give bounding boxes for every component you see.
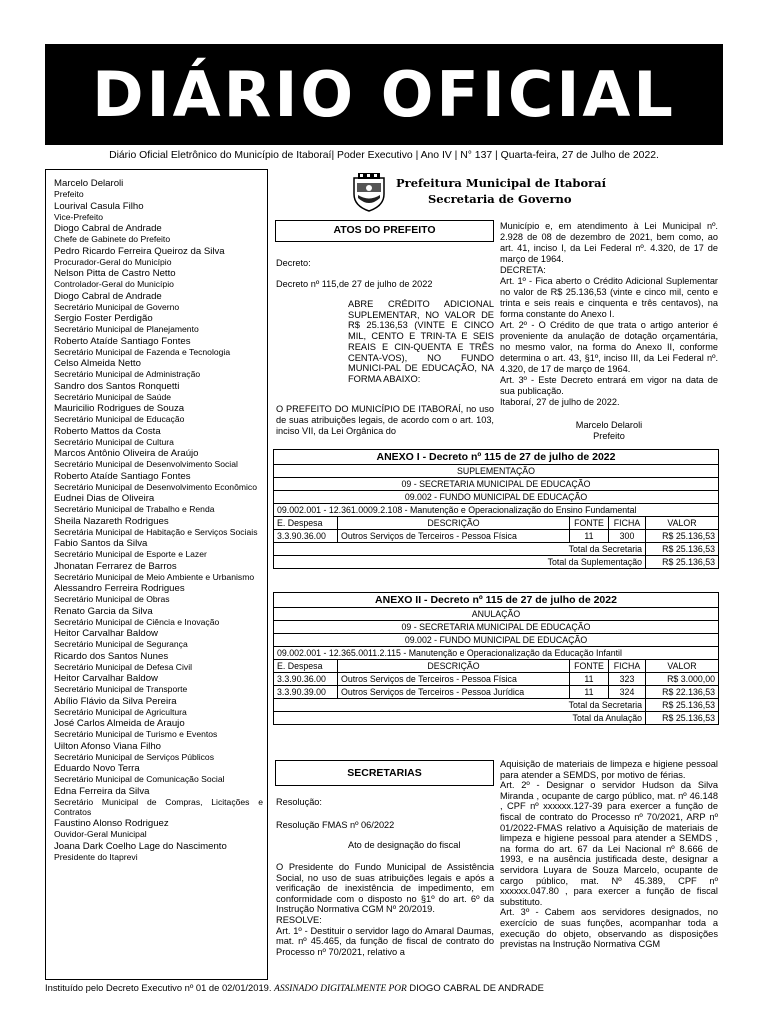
cell: 323: [609, 673, 646, 686]
annex-2-title: ANEXO II - Decreto nº 115 de 27 de julho de 2022: [274, 593, 719, 608]
total-label: Total da Suplementação: [274, 556, 646, 569]
col-header: E. Despesa: [274, 517, 338, 530]
annex-2-secretaria: 09 - SECRETARIA MUNICIPAL DE EDUCAÇÃO: [274, 621, 719, 634]
footer: [45, 982, 544, 994]
official-name: Marcos Antônio Oliveira de Araújo: [54, 448, 199, 459]
official-name: Renato Garcia da Silva: [54, 605, 153, 617]
official-entry: [54, 561, 263, 582]
official-name: Mauricilio Rodrigues de Souza: [54, 403, 185, 414]
cell: Outros Serviços de Terceiros - Pessoa Jurídica: [338, 686, 570, 699]
official-entry: [54, 516, 263, 537]
official-role: Secretário Municipal de Defesa Civil: [54, 661, 193, 672]
annex-1-title: ANEXO I - Decreto nº 115 de 27 de julho de 2022: [274, 450, 719, 465]
official-entry: [54, 471, 263, 492]
official-role: Secretário Municipal de Administração: [54, 369, 201, 379]
official-role: Procurador-Geral do Município: [54, 256, 172, 267]
table-row: [274, 686, 719, 699]
annex-2-table: [273, 592, 719, 725]
official-name: Edna Ferreira da Silva: [54, 785, 150, 797]
official-role: Secretário Municipal de Desenvolvimento Econômico: [54, 481, 258, 492]
annex-1-secretaria: 09 - SECRETARIA MUNICIPAL DE EDUCAÇÃO: [274, 478, 719, 491]
footer-signed: ASSINADO DIGITALMENTE POR: [274, 984, 407, 994]
official-name: Marcelo Delaroli: [54, 178, 124, 189]
decreto-para: Art. 3º - Este Decreto entrará em vigor na data de sua publicação.: [500, 375, 718, 396]
cell: 324: [609, 686, 646, 699]
official-entry: [54, 763, 263, 784]
official-name: Lourival Casula Filho: [54, 200, 144, 212]
official-role: Secretário Municipal de Trabalho e Renda: [54, 504, 215, 514]
secretaria-title: Secretaria de Governo: [428, 192, 572, 206]
official-name: Fabio Santos da Silva: [54, 538, 148, 549]
official-name: Pedro Ricardo Ferreira Queiroz da Silva: [54, 245, 225, 257]
col-header: FICHA: [609, 660, 646, 673]
official-entry: [54, 651, 263, 672]
official-entry: [54, 741, 263, 762]
official-name: Heitor Carvalhar Baldow: [54, 628, 158, 639]
official-name: Eduardo Novo Terra: [54, 763, 140, 774]
decreto-articles: [500, 221, 718, 408]
official-role: Secretário Municipal de Ciência e Inovação: [54, 616, 220, 627]
official-entry: [54, 718, 263, 739]
col-header: DESCRIÇÃO: [338, 517, 570, 530]
official-entry: [54, 178, 263, 199]
col-header: VALOR: [646, 517, 719, 530]
official-role: Secretário Municipal de Turismo e Eventos: [54, 729, 218, 739]
official-name: Alessandro Ferreira Rodrigues: [54, 583, 185, 594]
official-name: Sheila Nazareth Rodrigues: [54, 515, 169, 527]
official-role: Secretário Municipal de Comunicação Social: [54, 774, 225, 784]
resolucao-para: O Presidente do Fundo Municipal de Assistência Social, no uso de suas atribuições legais e após a verificação de inexistência de impedimento, em conformidade com o disposto no §1º do art. 6º da Instrução Normativa CGM Nº 20/2019.: [276, 862, 494, 915]
official-role: Secretário Municipal de Governo: [54, 301, 180, 312]
official-name: Sergio Foster Perdigão: [54, 313, 153, 324]
official-name: Diogo Cabral de Andrade: [54, 290, 162, 302]
cell: Outros Serviços de Terceiros - Pessoa Física: [338, 530, 570, 543]
edition-line: Diário Oficial Eletrônico do Município de Itaboraí| Poder Executivo | Ano IV | N° 137 | Quarta-feira, 27 de Julho de 2022.: [109, 150, 659, 161]
official-entry: [54, 696, 263, 717]
official-entry: [54, 426, 263, 447]
official-role: Controlador-Geral do Município: [54, 279, 174, 289]
official-entry: [54, 336, 263, 357]
decreto-para: DECRETA:: [500, 265, 546, 275]
decreto-para: Art. 1º - Fica aberto o Crédito Adicional Suplementar no valor de R$ 25.136,53 (vinte e cinco mil, cento e trinta e seis reais e cinquenta e três centavos), na forma constante do Anexo I.: [500, 276, 718, 319]
official-entry: [54, 493, 263, 514]
resolucao-number: Resolução FMAS nº 06/2022: [276, 820, 395, 830]
official-entry: [54, 583, 263, 604]
cell: 11: [570, 530, 609, 543]
official-name: Abílio Flávio da Silva Pereira: [54, 695, 177, 707]
official-entry: [54, 201, 263, 222]
official-role: Secretário Municipal de Segurança: [54, 639, 188, 649]
official-entry: [54, 358, 263, 379]
total-label: Total da Anulação: [274, 712, 646, 725]
total-value: R$ 25.136,53: [646, 556, 719, 569]
official-entry: [54, 381, 263, 402]
col-header: DESCRIÇÃO: [338, 660, 570, 673]
official-role: Secretário Municipal de Planejamento: [54, 324, 199, 334]
official-role: Secretário Municipal de Obras: [54, 594, 170, 604]
annex-2-fundo: 09.002 - FUNDO MUNICIPAL DE EDUCAÇÃO: [274, 634, 719, 647]
col-header: FICHA: [609, 517, 646, 530]
cell: Outros Serviços de Terceiros - Pessoa Física: [338, 673, 570, 686]
official-role: Secretário Municipal de Desenvolvimento Social: [54, 459, 238, 469]
official-entry: [54, 403, 263, 424]
table-row: [274, 673, 719, 686]
footer-signer: DIOGO CABRAL DE ANDRADE: [409, 982, 544, 993]
cell: R$ 22.136,53: [646, 686, 719, 699]
official-name: Celso Almeida Netto: [54, 358, 141, 369]
annex-1-type: SUPLEMENTAÇÃO: [274, 465, 719, 478]
official-entry: [54, 538, 263, 559]
cell: 3.3.90.39.00: [274, 686, 338, 699]
official-role: Secretário Municipal de Cultura: [54, 436, 174, 447]
official-role: Secretário Municipal de Compras, Licitações e Contratos: [54, 796, 263, 817]
signer-name: Marcelo Delaroli: [575, 420, 643, 430]
col-header: FONTE: [570, 660, 609, 673]
officials-list: [54, 178, 263, 863]
atos-heading: ATOS DO PREFEITO: [275, 220, 494, 242]
cell: 3.3.90.36.00: [274, 673, 338, 686]
official-name: Jhonatan Ferrarez de Barros: [54, 560, 177, 572]
official-role: Presidente do Itaprevi: [54, 851, 138, 862]
total-value: R$ 25.136,53: [646, 699, 719, 712]
masthead-title: DIÁRIO OFICIAL: [92, 57, 676, 131]
official-name: Eudnei Dias de Oliveira: [54, 493, 155, 504]
official-name: Heitor Carvalhar Baldow: [54, 673, 158, 684]
official-role: Secretário Municipal de Meio Ambiente e Urbanismo: [54, 571, 255, 582]
cell: 11: [570, 673, 609, 686]
resolucao-right-text: [500, 759, 718, 950]
annex-1-fundo: 09.002 - FUNDO MUNICIPAL DE EDUCAÇÃO: [274, 491, 719, 504]
total-label: Total da Secretaria: [274, 543, 646, 556]
official-role: Secretário Municipal de Esporte e Lazer: [54, 549, 207, 559]
col-header: FONTE: [570, 517, 609, 530]
decreto-para: Município e, em atendimento à Lei Municipal nº. 2.928 de 08 de dezembro de 2021, bem como, ao art. 41, inciso I, da Lei Federal nº. 4.320, de 17 de março de 1964.: [500, 221, 718, 264]
decreto-preamble: O PREFEITO DO MUNICÍPIO DE ITABORAÍ, no uso de suas atribuições legais, de acordo com o art. 103, inciso VII, da Lei Orgânica do: [276, 404, 494, 436]
official-name: Sandro dos Santos Ronquetti: [54, 380, 180, 392]
official-entry: [54, 841, 263, 862]
official-name: Uilton Afonso Viana Filho: [54, 740, 162, 752]
resolucao-para: Art. 1º - Destituir o servidor Iago do Amaral Daumas, mat. nº 45.465, da função de fiscal de contrato do Processo nº 70/2021, relativo a: [276, 925, 494, 957]
official-role: Secretário Municipal de Transporte: [54, 684, 188, 694]
annex-2-programa: 09.002.001 - 12.365.0011.2.115 - Manutenção e Operacionalização da Educação Infantil: [274, 647, 719, 660]
officials-sidebar: [45, 169, 268, 980]
official-role: Secretário Municipal de Educação: [54, 414, 185, 424]
official-name: Roberto Mattos da Costa: [54, 425, 161, 437]
official-role: Secretário Municipal de Saúde: [54, 391, 172, 402]
official-entry: [54, 673, 263, 694]
official-entry: [54, 818, 263, 839]
official-role: Secretário Municipal de Agricultura: [54, 706, 187, 717]
official-entry: [54, 628, 263, 649]
official-entry: [54, 291, 263, 312]
resolucao-para: Art. 2º - Designar o servidor Hudson da Silva Miranda , ocupante de cargo público, mat. nº 46.148 , CPF nº xxxxxx.127-39 para exercer a função de fiscal de contrato do Processo nº 70/2021, ARP nº 01/2022-FMAS relativo a Aquisição de materiais de limpeza e higiene pessoal para atender a SEMDS , na forma do art. 67 da Lei Nacional nº 8.666 de 1993, e na ausência justificada deste, designar a servidora Luyara de Souza Marcelo, ocupante de cargo público, mat. Nº 45.389, CPF nº xxxxxx.047.80 , para exercer a função de fiscal substituto.: [500, 780, 718, 907]
resolucao-para: Art. 3º - Cabem aos servidores designados, no exercício de suas funções, acompanhar toda a execução do objeto, observando as disposições previstas na Instrução Normativa CGM: [500, 907, 718, 950]
official-role: Secretária Municipal de Habitação e Serviços Sociais: [54, 526, 258, 537]
total-value: R$ 25.136,53: [646, 712, 719, 725]
cell: R$ 3.000,00: [646, 673, 719, 686]
total-value: R$ 25.136,53: [646, 543, 719, 556]
official-name: Nelson Pitta de Castro Netto: [54, 268, 176, 279]
resolucao-left-text: [276, 862, 494, 957]
official-role: Secretário Municipal de Fazenda e Tecnologia: [54, 346, 231, 357]
annex-1-table: [273, 449, 719, 569]
official-role: Secretário Municipal de Serviços Públicos: [54, 751, 215, 762]
official-name: Roberto Ataíde Santiago Fontes: [54, 470, 191, 482]
table-row: [274, 530, 719, 543]
secretarias-heading: SECRETARIAS: [275, 760, 494, 786]
annex-1-programa: 09.002.001 - 12.361.0009.2.108 - Manutenção e Operacionalização do Ensino Fundamental: [274, 504, 719, 517]
resolucao-ato: Ato de designação do fiscal: [348, 840, 461, 850]
official-name: Faustino Alonso Rodriguez: [54, 818, 169, 829]
decreto-para: Art. 2º - O Crédito de que trata o artigo anterior é proveniente da anulação de dotação orçamentária, no mesmo valor, na forma do Anexo II, conforme determina o art. 43, §1º, inciso III, da Lei Federal nº. 4.320, de 17 de março de 1964.: [500, 320, 718, 374]
official-role: Chefe de Gabinete do Prefeito: [54, 234, 171, 244]
resolucao-para: Aquisição de materiais de limpeza e higiene pessoal para atender a SEMDS, por motivo de férias.: [500, 759, 718, 780]
decreto-signature: [500, 420, 718, 442]
cell: 300: [609, 530, 646, 543]
resolucao-para: RESOLVE:: [276, 914, 322, 925]
official-entry: [54, 246, 263, 267]
official-name: Roberto Ataíde Santiago Fontes: [54, 335, 191, 347]
official-entry: [54, 268, 263, 289]
decreto-number: Decreto nº 115,de 27 de julho de 2022: [276, 279, 433, 289]
resolucao-label: Resolução:: [276, 797, 322, 807]
official-entry: [54, 606, 263, 627]
cell: 11: [570, 686, 609, 699]
prefeitura-header: [350, 172, 700, 212]
official-role: Prefeito: [54, 189, 84, 199]
decreto-place-date: Itaboraí, 27 de julho de 2022.: [500, 397, 620, 407]
official-entry: [54, 223, 263, 244]
annex-2-type: ANULAÇÃO: [274, 608, 719, 621]
municipal-crest-icon: [350, 172, 388, 212]
prefeitura-title: Prefeitura Municipal de Itaboraí: [396, 176, 606, 190]
official-name: Diogo Cabral de Andrade: [54, 223, 162, 234]
decreto-label: Decreto:: [276, 258, 311, 268]
col-header: VALOR: [646, 660, 719, 673]
official-entry: [54, 448, 263, 469]
official-name: Ricardo dos Santos Nunes: [54, 650, 169, 662]
signer-role: Prefeito: [593, 431, 625, 441]
official-role: Vice-Prefeito: [54, 211, 104, 222]
decreto-ementa: ABRE CRÉDITO ADICIONAL SUPLEMENTAR, NO VALOR DE R$ 25.136,53 (VINTE E CINCO MIL, CENTO E TRIN-TA E SEIS REAIS E CIN-QUENTA E TRÊS CENTA-VOS), NO FUNDO MUNICI-PAL DE EDUCAÇÃO, NA FORMA ABAIXO:: [348, 299, 494, 384]
masthead: [45, 44, 723, 145]
total-label: Total da Secretaria: [274, 699, 646, 712]
footer-decree: Instituído pelo Decreto Executivo nº 01 de 02/01/2019.: [45, 982, 272, 993]
official-entry: [54, 786, 263, 817]
official-role: Ouvidor-Geral Municipal: [54, 829, 147, 839]
cell: R$ 25.136,53: [646, 530, 719, 543]
official-entry: [54, 313, 263, 334]
col-header: E. Despesa: [274, 660, 338, 673]
cell: 3.3.90.36.00: [274, 530, 338, 543]
official-name: Joana Dark Coelho Lage do Nascimento: [54, 840, 227, 852]
official-name: José Carlos Almeida de Araujo: [54, 718, 185, 729]
